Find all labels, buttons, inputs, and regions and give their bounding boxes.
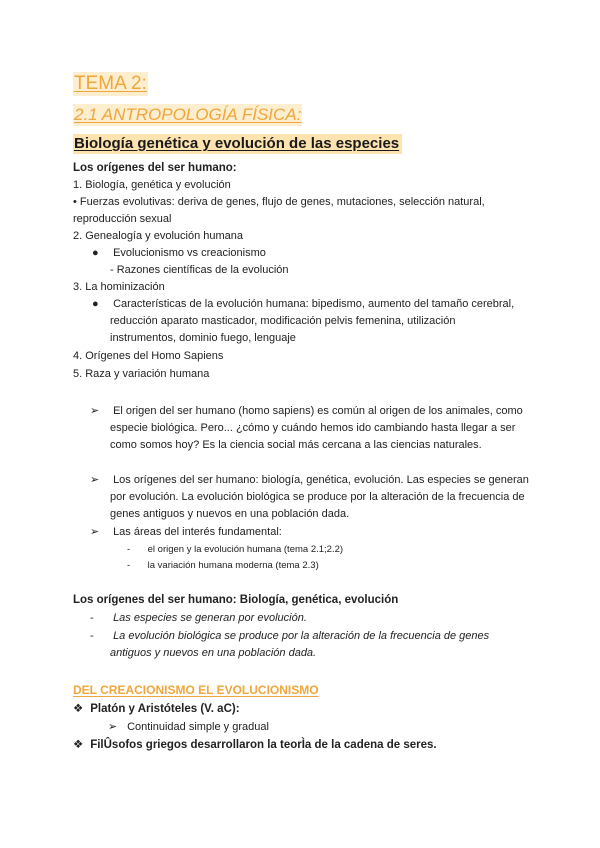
bullet-icon: ●	[92, 247, 99, 259]
subtitle-heading: Biología genética y evolución de las especies	[73, 134, 402, 154]
arrow-icon: ➢	[90, 526, 100, 538]
section3-subitem-continuidad: ➢ Continuidad simple y gradual	[108, 721, 269, 733]
sub-item-origen: - el origen y la evolución humana (tema 2.1;2.2)	[127, 544, 344, 555]
dash-icon: -	[127, 544, 131, 555]
section3-item-filosofos: ❖ FilÛsofos griegos desarrollaron la teorÌa de la cadena de seres.	[73, 739, 437, 751]
outline-item-forces: • Fuerzas evolutivas: deriva de genes, flujo de genes, mutaciones, selección natural,	[73, 196, 485, 208]
arrow-paragraph-2-cont1: por evolución. La evolución biológica se produce por la alteración de la frecuencia de	[110, 491, 525, 503]
section2-item-2: - La evolución biológica se produce por la alteración de la frecuencia de genes	[90, 630, 490, 642]
dash-icon: -	[127, 560, 131, 571]
section2-item-2-cont: antiguos y nuevos en una población dada.	[110, 647, 317, 659]
outline-item-razones: - Razones científicas de la evolución	[110, 264, 289, 276]
outline-item-evolucionismo: ● Evolucionismo vs creacionismo	[92, 247, 266, 259]
arrow-icon: ➢	[90, 405, 100, 417]
section2-item-1: - Las especies se generan por evolución.	[90, 612, 307, 624]
dash-icon: -	[90, 630, 94, 642]
arrow-icon: ➢	[90, 474, 100, 486]
section-heading: 2.1 ANTROPOLOGÍA FÍSICA:	[74, 105, 302, 124]
arrow-paragraph-2-cont2: genes antiguos y nuevos en una población dada.	[110, 508, 350, 520]
arrow-paragraph-3: ➢ Las áreas del interés fundamental:	[90, 526, 282, 538]
bullet-icon: •	[73, 196, 77, 208]
outline-item-caracteristicas-cont2: instrumentos, dominio fuego, lenguaje	[110, 332, 296, 344]
arrow-paragraph-2: ➢ Los orígenes del ser humano: biología, genética, evolución. Las especies se generan	[90, 474, 529, 486]
outline-item-caracteristicas: ● Características de la evolución humana: bipedismo, aumento del tamaño cerebral,	[92, 298, 515, 310]
arrow-icon: ➢	[108, 721, 118, 733]
outline-item-3: 3. La hominización	[73, 281, 165, 293]
outline-item-2: 2. Genealogía y evolución humana	[73, 230, 244, 242]
outline-item-1: 1. Biología, genética y evolución	[73, 179, 231, 191]
arrow-paragraph-1: ➢ El origen del ser humano (homo sapiens) es común al origen de los animales, como	[90, 405, 523, 417]
outline-title: Los orígenes del ser humano:	[73, 162, 237, 174]
outline-item-4: 4. Orígenes del Homo Sapiens	[73, 350, 224, 362]
section2-title: Los orígenes del ser humano: Biología, genética, evolución	[73, 594, 399, 606]
section3-title: DEL CREACIONISMO EL EVOLUCIONISMO	[73, 683, 319, 697]
arrow-paragraph-1-cont1: especie biológica. Pero... ¿cómo y cuándo hemos ido cambiando hasta llegar a ser	[110, 422, 516, 434]
outline-item-forces-cont: reproducción sexual	[73, 213, 172, 225]
bullet-icon: ●	[92, 298, 99, 310]
outline-item-5: 5. Raza y variación humana	[73, 368, 210, 380]
tema-heading: TEMA 2:	[74, 73, 147, 94]
sub-item-variacion: - la variación humana moderna (tema 2.3)	[127, 560, 319, 571]
section3-item-platon: ❖ Platón y Aristóteles (V. aC):	[73, 703, 240, 715]
dash-icon: -	[90, 612, 94, 624]
outline-item-caracteristicas-cont1: reducción aparato masticador, modificación pelvis femenina, utilización	[110, 315, 456, 327]
diamond-bullet-icon: ❖	[73, 739, 84, 751]
arrow-paragraph-1-cont2: como somos hoy? Es la ciencia social más cercana a las ciencias naturales.	[110, 439, 482, 451]
diamond-bullet-icon: ❖	[73, 703, 84, 715]
